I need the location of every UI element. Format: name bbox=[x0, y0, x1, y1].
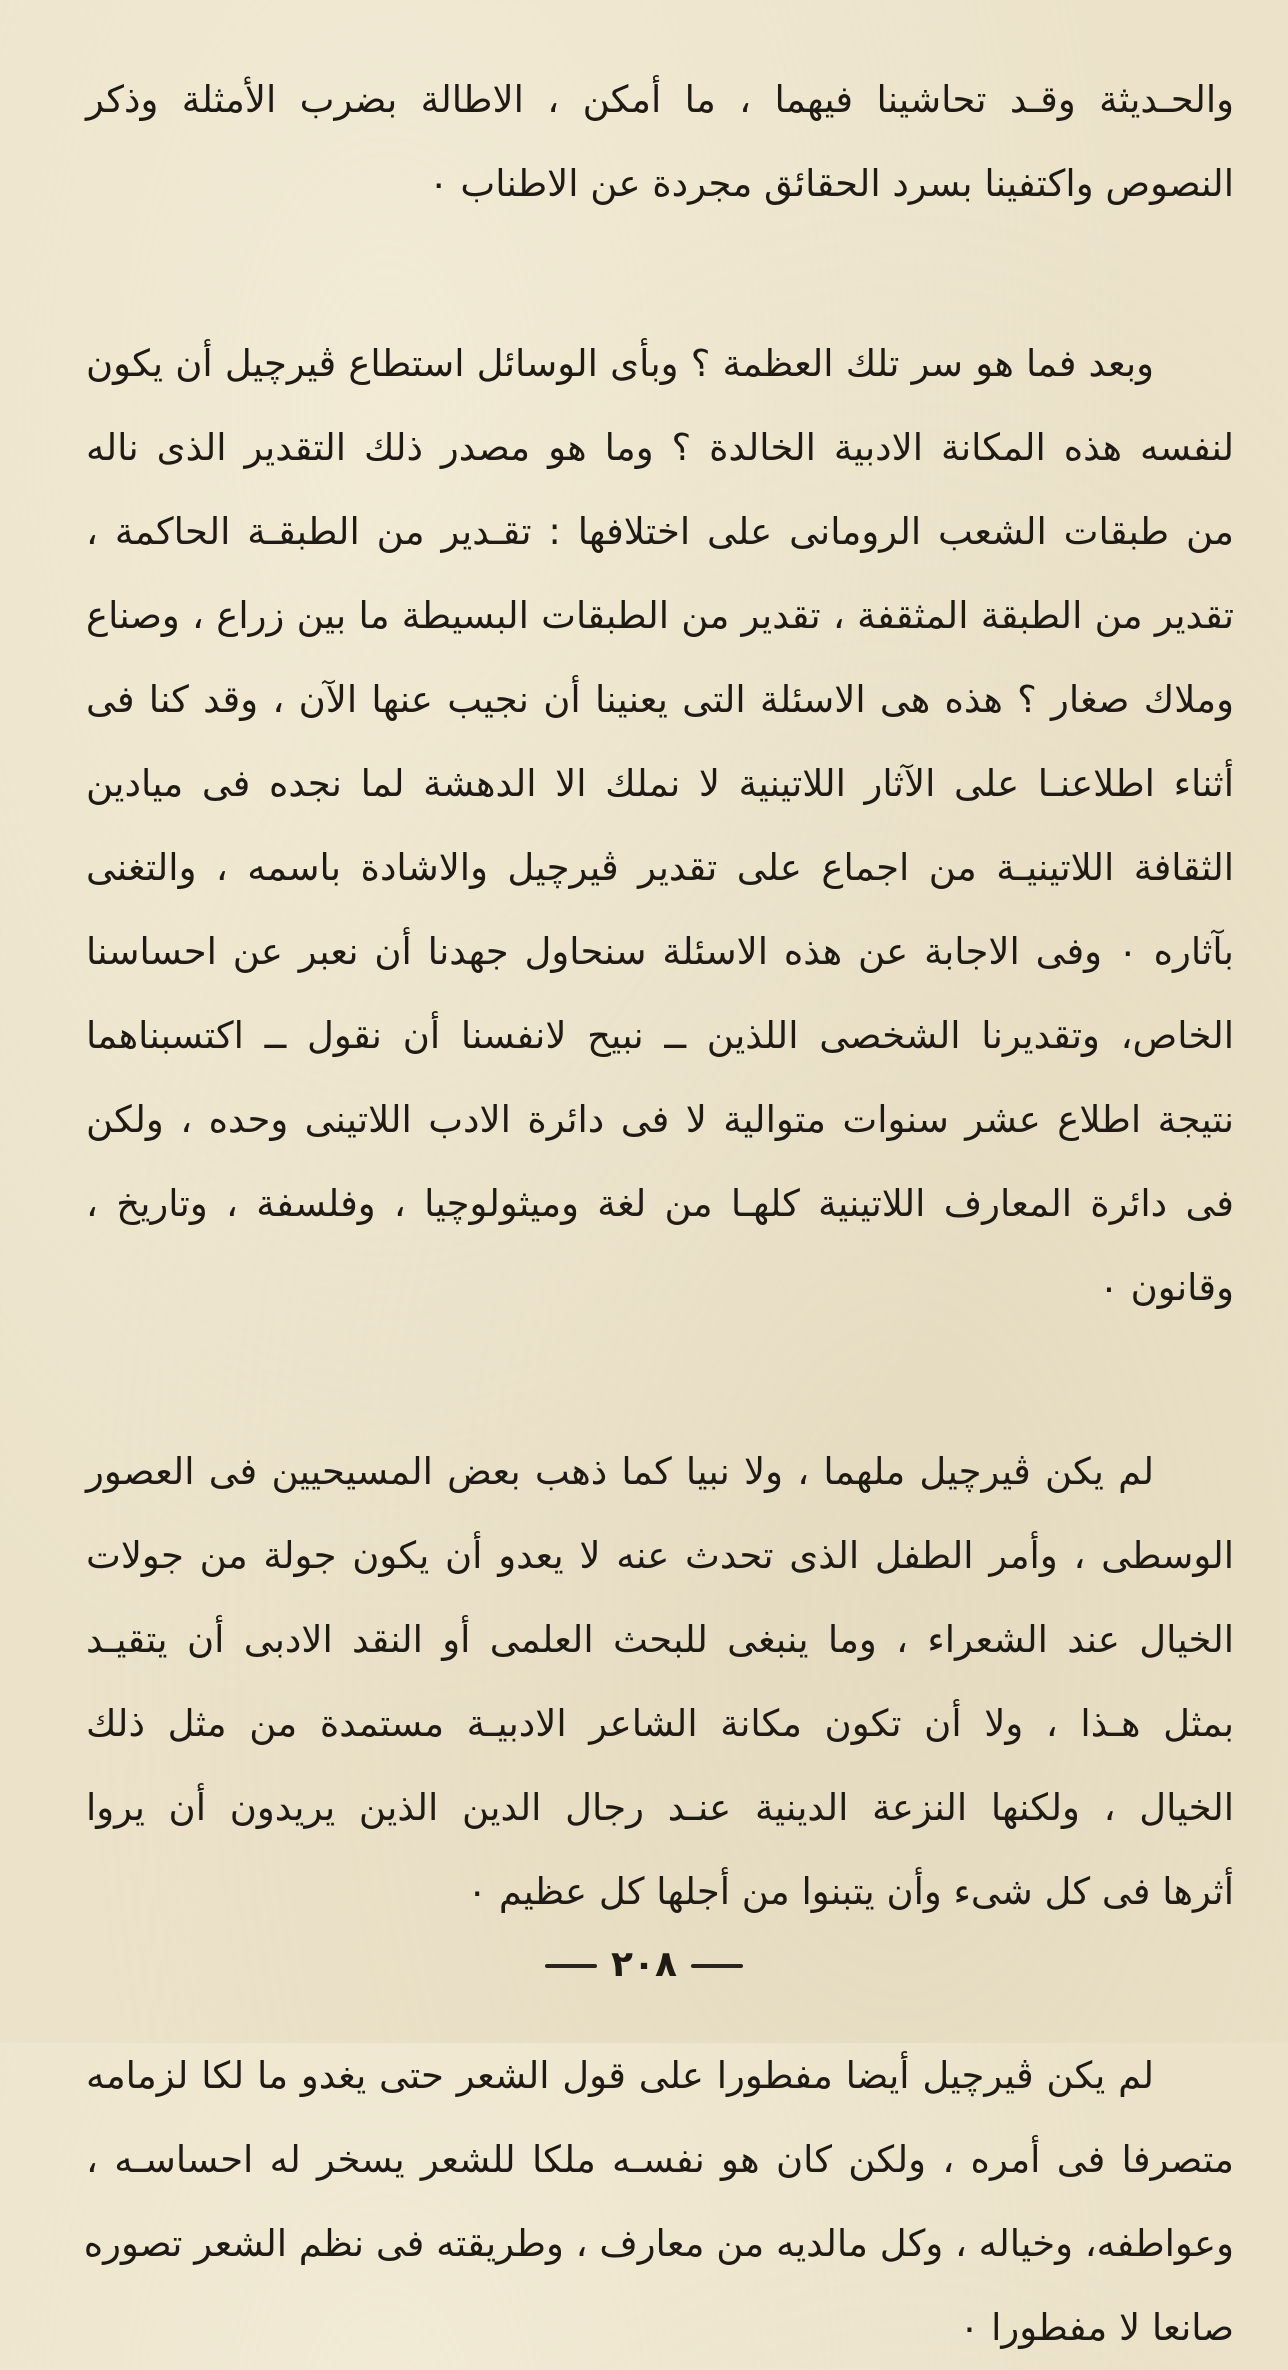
paragraph-4 bbox=[83, 2034, 1234, 2370]
text-line: وقانون ٠ bbox=[1098, 1266, 1234, 1309]
text-line: وبعد فما هو سر تلك العظمة ؟ وبأى الوسائل استطاع ڤيرچيل أن يكون bbox=[86, 342, 1154, 385]
text-line: الخاص، وتقديرنا الشخصى اللذين ــ نبيح لانفسنا أن نقول ــ اكتسبناهما bbox=[86, 1014, 1234, 1057]
text-line: من طبقات الشعب الرومانى على اختلافها : تقـدير من الطبقـة الحاكمة ، bbox=[86, 510, 1234, 553]
text-line: نتيجة اطلاع عشر سنوات متوالية لا فى دائرة الادب اللاتينى وحده ، ولكن bbox=[86, 1098, 1234, 1141]
text-line: بمثل هـذا ، ولا أن تكون مكانة الشاعر الادبيـة مستمدة من مثل ذلك bbox=[86, 1702, 1234, 1745]
paragraph-2 bbox=[86, 322, 1234, 1330]
text-line: أثناء اطلاعنـا على الآثار اللاتينية لا نملك الا الدهشة لما نجده فى ميادين bbox=[86, 762, 1234, 805]
text-line: وعواطفه، وخياله ، وكل مالديه من معارف ، وطريقته فى نظم الشعر تصوره bbox=[83, 2222, 1234, 2265]
text-line: بآثاره ٠ وفى الاجابة عن هذه الاسئلة سنحاول جهدنا أن نعبر عن احساسنا bbox=[86, 930, 1234, 973]
paragraph-1 bbox=[86, 58, 1234, 226]
folio-dash-left bbox=[545, 1964, 597, 1968]
page-body bbox=[83, 58, 1234, 2370]
text-line: متصرفا فى أمره ، ولكن كان هو نفسـه ملكا للشعر يسخر له احساسـه ، bbox=[86, 2138, 1234, 2181]
folio-dash-right bbox=[691, 1964, 743, 1968]
text-line: الخيال ، ولكنها النزعة الدينية عنـد رجال الدين الذين يريدون أن يروا bbox=[86, 1786, 1234, 1829]
text-line: لم يكن ڤيرچيل ملهما ، ولا نبيا كما ذهب بعض المسيحيين فى العصور bbox=[86, 1450, 1154, 1493]
paragraph-3 bbox=[86, 1430, 1234, 1934]
text-line: تقدير من الطبقة المثقفة ، تقدير من الطبقات البسيطة ما بين زراع ، وصناع bbox=[86, 594, 1234, 637]
text-line: والحـديثة وقـد تحاشينا فيهما ، ما أمكن ، الاطالة بضرب الأمثلة وذكر bbox=[86, 78, 1234, 121]
text-line: وملاك صغار ؟ هذه هى الاسئلة التى يعنينا أن نجيب عنها الآن ، وقد كنا فى bbox=[86, 678, 1234, 721]
paragraph-spacer bbox=[86, 226, 1234, 322]
text-line: صانعا لا مفطورا ٠ bbox=[959, 2306, 1234, 2349]
text-line: الخيال عند الشعراء ، وما ينبغى للبحث العلمى أو النقد الادبى أن يتقيـد bbox=[86, 1618, 1234, 1661]
text-line: لم يكن ڤيرچيل أيضا مفطورا على قول الشعر حتى يغدو ما لكا لزمامه bbox=[86, 2054, 1154, 2097]
page-number-text: ٢٠٨ bbox=[611, 1944, 677, 1985]
page-number bbox=[0, 1944, 1288, 1985]
text-line: أثرها فى كل شىء وأن يتبنوا من أجلها كل عظيم ٠ bbox=[467, 1870, 1234, 1913]
paragraph-spacer bbox=[86, 1330, 1234, 1430]
text-line: النصوص واكتفينا بسرد الحقائق مجردة عن الاطناب ٠ bbox=[428, 162, 1234, 205]
text-line: الوسطى ، وأمر الطفل الذى تحدث عنه لا يعدو أن يكون جولة من جولات bbox=[86, 1534, 1234, 1577]
text-line: الثقافة اللاتينيـة من اجماع على تقدير ڤيرچيل والاشادة باسمه ، والتغنى bbox=[86, 846, 1234, 889]
text-line: فى دائرة المعارف اللاتينية كلهـا من لغة وميثولوچيا ، وفلسفة ، وتاريخ ، bbox=[86, 1182, 1234, 1225]
text-line: لنفسه هذه المكانة الادبية الخالدة ؟ وما هو مصدر ذلك التقدير الذى ناله bbox=[86, 426, 1234, 469]
